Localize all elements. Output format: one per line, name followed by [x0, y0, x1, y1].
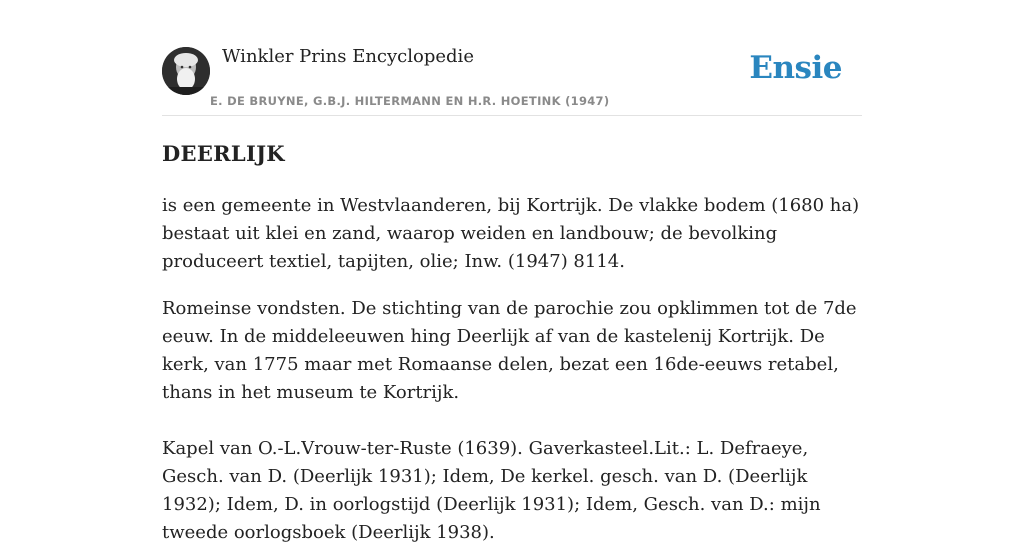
book-title[interactable]: Winkler Prins Encyclopedie [222, 46, 474, 67]
brand-logo[interactable]: Ensie [749, 50, 842, 86]
article-paragraph: Kapel van O.-L.Vrouw-ter-Ruste (1639). Gaverkasteel.Lit.: L. Defraeye, Gesch. van D. (Deerlijk 1931); Idem, De kerkel. gesch. van D. (Deerlijk 1932); Idem, D. in oorlogstijd (Deerlijk 1931); Idem, Gesch. van D.: mijn tweede oorlogsboek (Deerlijk 1938). [162, 438, 821, 543]
article-paragraph: is een gemeente in Westvlaanderen, bij Kortrijk. De vlakke bodem (1680 ha) bestaat uit klei en zand, waarop weiden en landbouw; de bevolking produceert textiel, tapijten, olie; Inw. (1947) 8114. [162, 195, 860, 272]
article-title: DEERLIJK [162, 141, 285, 166]
book-authors: E. DE BRUYNE, G.B.J. HILTERMANN EN H.R. HOETINK (1947) [210, 94, 610, 108]
portrait-icon [162, 47, 210, 95]
author-avatar[interactable] [162, 47, 210, 95]
page [162, 0, 862, 543]
article-paragraph: Romeinse vondsten. De stichting van de parochie zou opklimmen tot de 7de eeuw. In de middeleeuwen hing Deerlijk af van de kastelenij Kortrijk. De kerk, van 1775 maar met Romaanse delen, bezat een 16de-eeuws retabel, thans in het museum te Kortrijk. [162, 298, 857, 403]
header [162, 0, 862, 116]
